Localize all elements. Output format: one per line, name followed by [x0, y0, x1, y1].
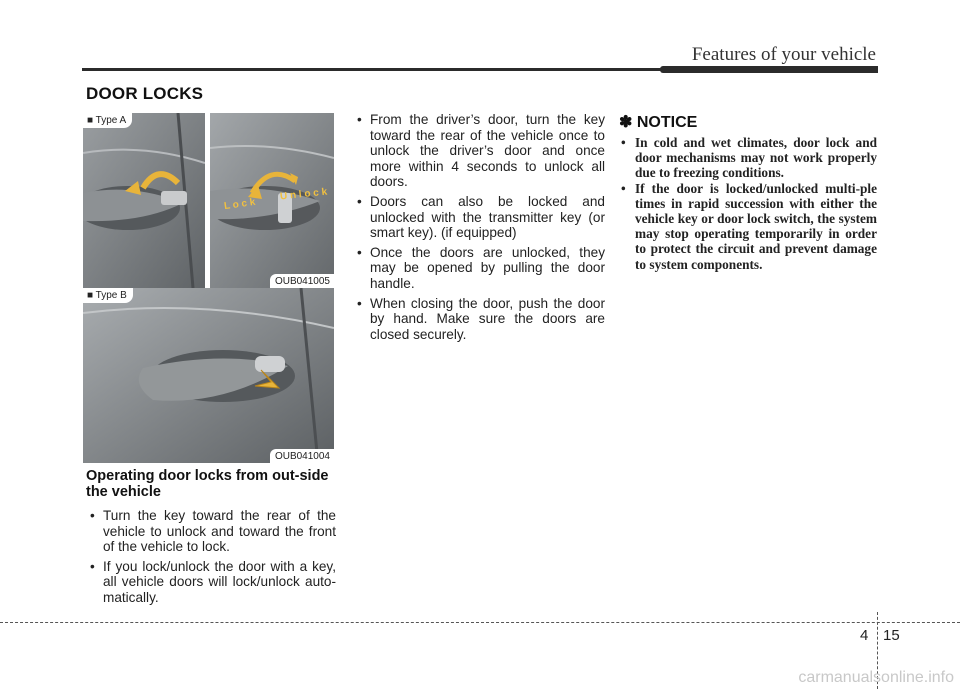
list-item: • Once the doors are unlocked, they may be opened by pulling the door handle. — [357, 244, 605, 291]
type-a-code: OUB041005 — [270, 274, 334, 288]
left-bullets — [86, 508, 336, 610]
lock-label: L o c k — [223, 196, 257, 213]
figure-type-a-left — [83, 113, 205, 288]
footer-rule — [0, 622, 960, 623]
type-a-tag: ■ Type A — [83, 113, 132, 128]
page-number: 15 — [883, 627, 900, 644]
list-item: • If you lock/unlock the door with a key, all vehicle doors will lock/unlock auto-matically. — [90, 558, 336, 605]
list-item: • If the door is locked/unlocked multi-ple times in rapid succession with either the vehicle key or door lock switch, the system may stop operating temporarily in order to protect the circuit and prevent damage to system components. — [621, 180, 877, 272]
door-handle-illustration — [83, 113, 205, 288]
figure-type-a-right — [210, 113, 334, 288]
door-handle-button-illustration — [83, 288, 334, 463]
unlock-label: U n l o c k — [279, 186, 328, 203]
header-title: Features of your vehicle — [691, 44, 876, 65]
list-item: • From the driver’s door, turn the key toward the rear of the vehicle once to unlock the driver’s door and once more within 4 seconds to unlock all doors. — [357, 112, 605, 190]
section-title: DOOR LOCKS — [86, 84, 204, 103]
type-b-tag: ■ Type B — [83, 288, 133, 303]
list-item: • Doors can also be locked and unlocked with the transmitter key (or smart key). (if equipped) — [357, 193, 605, 241]
header-rule-accent — [660, 66, 878, 73]
subhead: Operating door locks from out-side the vehicle — [86, 468, 329, 500]
list-item: • When closing the door, push the door by hand. Make sure the doors are closed securely. — [357, 295, 605, 342]
list-item: • Turn the key toward the rear of the vehicle to unlock and toward the front of the vehicle to lock. — [90, 508, 336, 555]
notice-title: ✽ NOTICE — [619, 114, 698, 131]
figure-type-b — [83, 288, 334, 463]
page-section-number: 4 — [860, 627, 869, 644]
notice-bullets — [619, 135, 877, 272]
middle-bullets — [353, 112, 605, 346]
list-item: • In cold and wet climates, door lock and door mechanisms may not work properly due to freezing conditions. — [621, 135, 877, 181]
watermark: carmanualsonline.info — [798, 669, 954, 686]
type-b-code: OUB041004 — [270, 449, 334, 463]
